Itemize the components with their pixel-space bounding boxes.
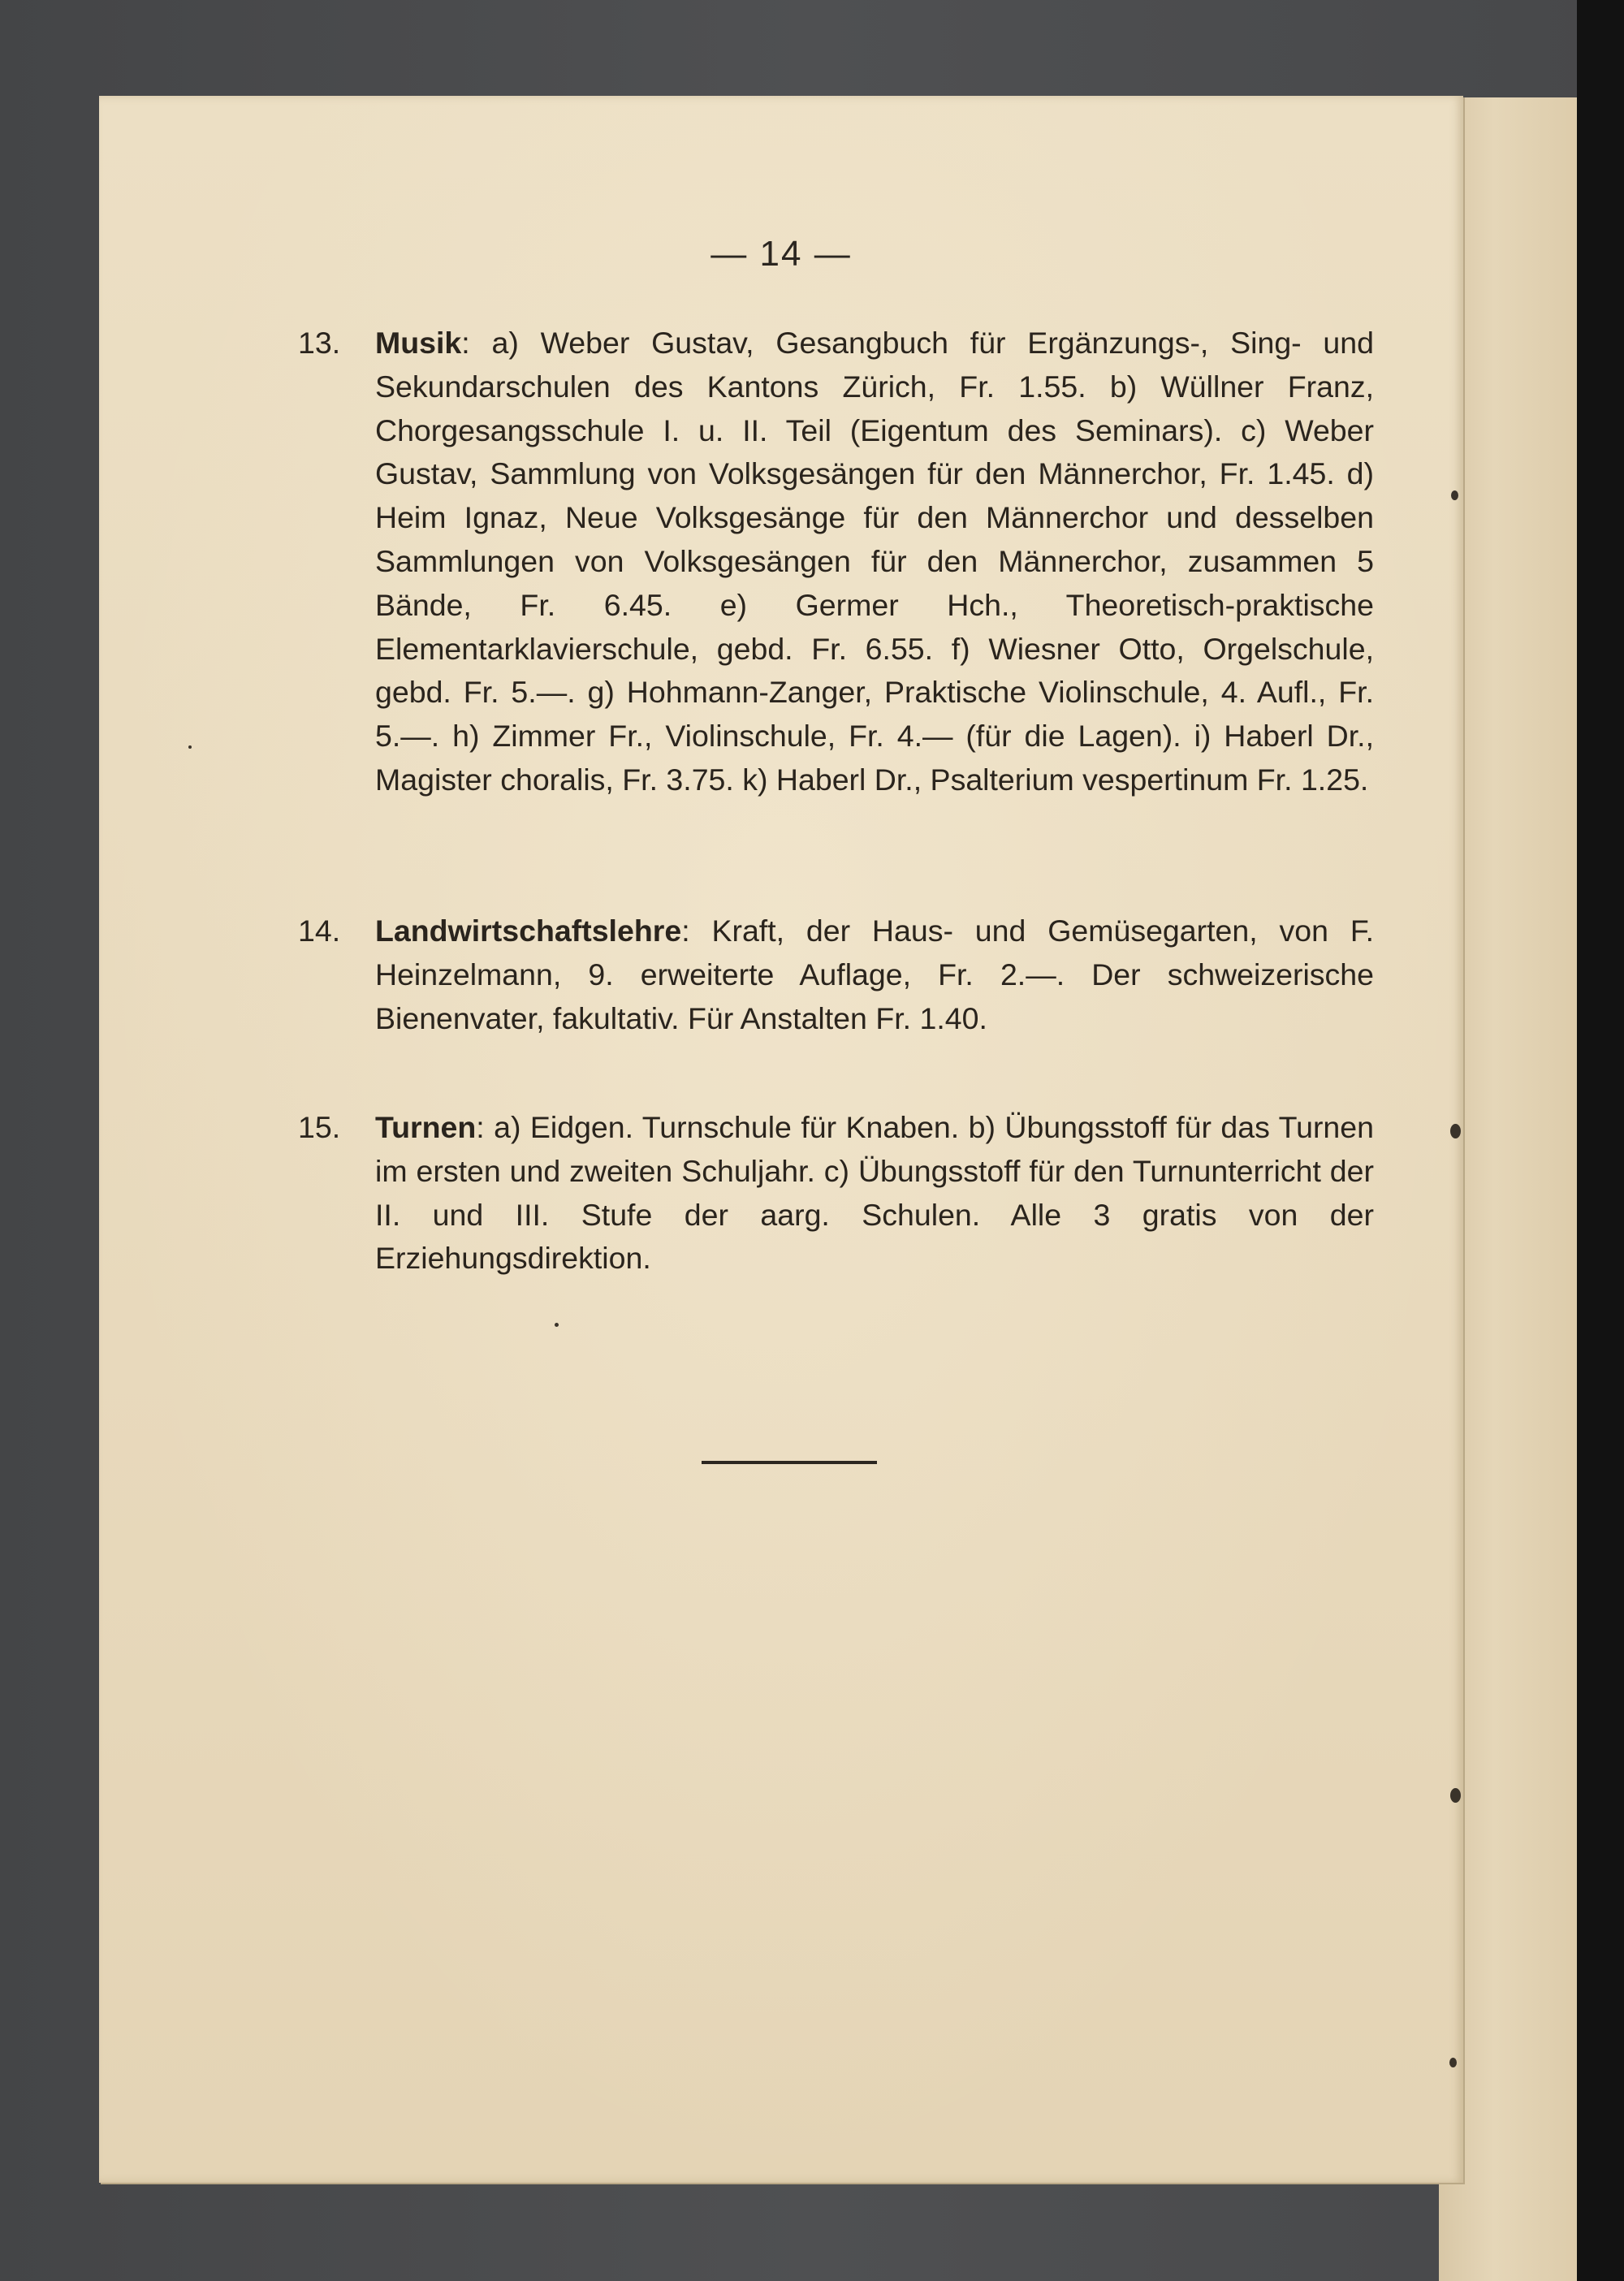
section-number: 15. xyxy=(298,1110,341,1144)
section-heading: Musik xyxy=(375,326,462,360)
binding-mark xyxy=(1449,2058,1457,2067)
section-gymnastics xyxy=(298,1106,1374,1281)
binding-mark xyxy=(1451,490,1458,500)
scanner-edge xyxy=(1577,0,1624,2281)
paper-speck xyxy=(188,745,192,749)
binding-mark xyxy=(1450,1124,1461,1138)
binding-mark xyxy=(1450,1788,1461,1803)
book-page xyxy=(99,96,1463,2183)
page-number: — 14 — xyxy=(710,234,852,274)
section-number: 14. xyxy=(298,914,341,948)
section-heading: Landwirtschaftslehre xyxy=(375,914,682,948)
section-agriculture xyxy=(298,909,1374,1040)
section-heading: Turnen xyxy=(375,1110,477,1144)
section-text: : a) Weber Gustav, Gesangbuch für Ergänzungs-, Sing- und Sekundarschulen des Kantons Zürich, Fr. 1.55. b) Wüllner Franz, Chorgesangsschule I. u. II. Teil (Eigentum des Seminars). c) Weber Gustav, Sammlung von Volksgesängen für den Männerchor, Fr. 1.45. d) Heim Ignaz, Neue Volksgesänge für den Männerchor und desselben Sammlungen von Volksgesängen für den Männerchor, zusammen 5 Bände, Fr. 6.45. e) Germer Hch., Theoretisch-praktische Elementarklavierschule, gebd. Fr. 6.55. f) Wiesner Otto, Orgelschule, gebd. Fr. 5.—. g) Hohmann-Zanger, Praktische Violinschule, 4. Aufl., Fr. 5.—. h) Zimmer Fr., Violinschule, Fr. 4.— (für die Lagen). i) Haberl Dr., Magister choralis, Fr. 3.75. k) Haberl Dr., Psalterium vespertinum Fr. 1.25. xyxy=(375,326,1374,797)
section-divider xyxy=(702,1461,877,1464)
section-text: : a) Eidgen. Turnschule für Knaben. b) Übungsstoff für das Turnen im ersten und zweiten Schuljahr. c) Übungsstoff für den Turnunterricht der II. und III. Stufe der aarg. Schulen. Alle 3 gratis von der Erziehungsdirektion. xyxy=(375,1110,1374,1276)
section-text: : Kraft, der Haus- und Gemüsegarten, von F. Heinzelmann, 9. erweiterte Auflage, Fr. 2.—. Der schweizerische Bienenvater, fakultativ. Für Anstalten Fr. 1.40. xyxy=(375,914,1374,1035)
section-number: 13. xyxy=(298,326,341,360)
paper-speck xyxy=(555,1323,559,1327)
section-music xyxy=(298,322,1374,802)
